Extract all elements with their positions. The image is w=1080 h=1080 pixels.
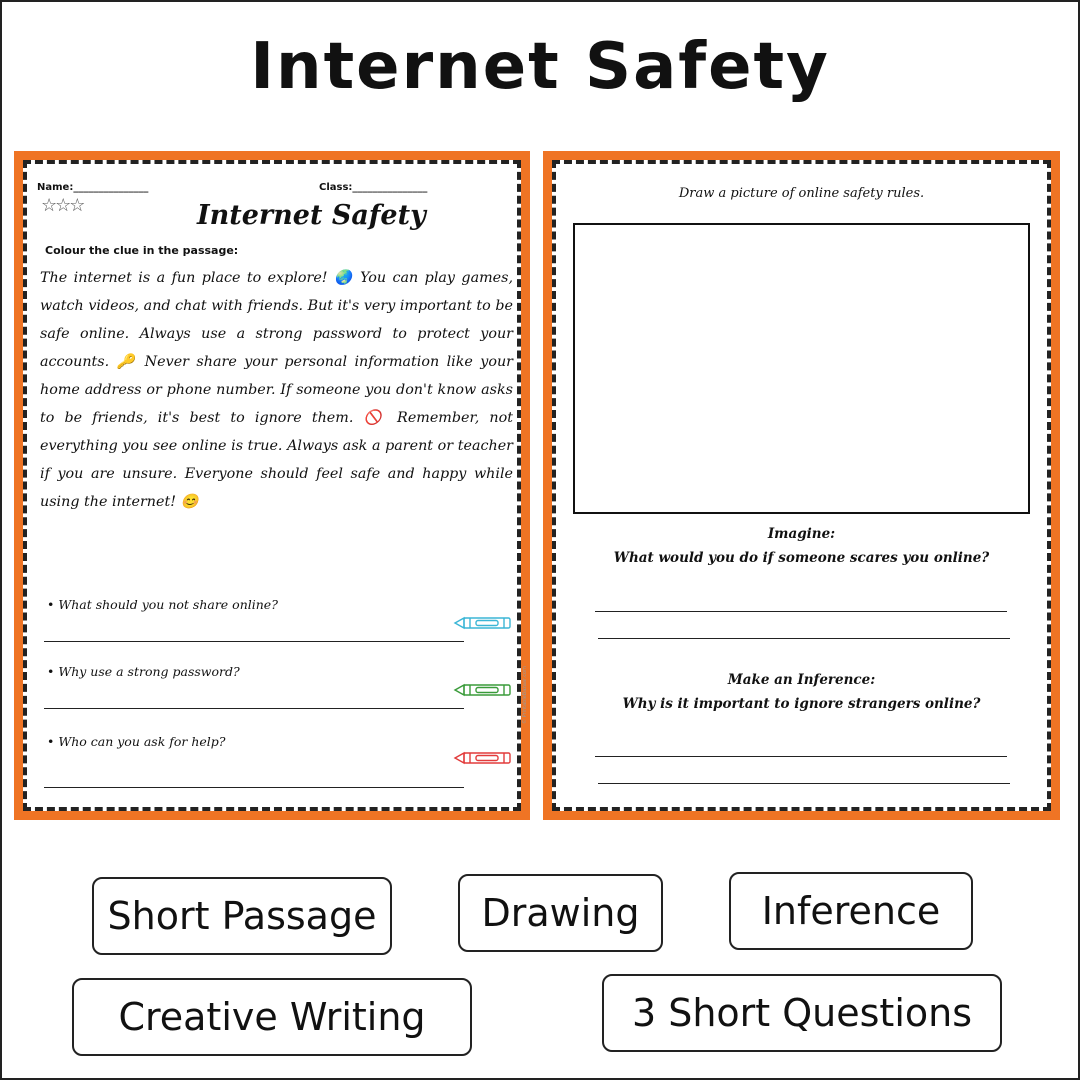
crayon-icon-green — [454, 683, 512, 697]
instruction-text: Colour the clue in the passage: — [45, 244, 239, 257]
crayon-icon-red — [454, 751, 512, 765]
imagine-answer-line-1 — [595, 611, 1007, 612]
tag-inference: Inference — [729, 872, 973, 950]
star-rating-icon: ☆☆☆ — [41, 195, 84, 216]
question-1: • What should you not share online? — [47, 597, 278, 612]
worksheet-passage-preview — [14, 151, 530, 820]
crayon-blue-shape — [455, 618, 510, 628]
drawing-box — [573, 223, 1030, 514]
crayon-red-shape — [455, 753, 510, 763]
answer-line-3 — [44, 787, 464, 788]
drawing-prompt: Draw a picture of online safety rules. — [678, 186, 925, 201]
tag-short-passage: Short Passage — [92, 877, 392, 955]
question-2: • Why use a strong password? — [47, 664, 240, 679]
question-3: • Who can you ask for help? — [47, 734, 226, 749]
inference-answer-line-2 — [598, 783, 1010, 784]
page-title: Internet Safety — [250, 30, 830, 104]
inference-answer-line-1 — [595, 756, 1007, 757]
worksheet-passage-page — [23, 160, 528, 811]
answer-line-1 — [44, 641, 464, 642]
tag-3-short-questions: 3 Short Questions — [602, 974, 1002, 1052]
answer-line-2 — [44, 708, 464, 709]
imagine-answer-line-2 — [598, 638, 1010, 639]
worksheet-title: Internet Safety — [197, 200, 426, 231]
reading-passage: The internet is a fun place to explore! 🌏 You can play games, watch videos, and chat with friends. But it's very important to be safe online. Always use a strong password to protect your accounts. 🔑 Never share your personal information like your home address or phone number. If someone you don't know asks to be friends, it's best to ignore them. 🚫 Remember, not everything you see online is true. Always ask a parent or teacher if you are unsure. Everyone should feel safe and happy while using the internet! 😊 — [40, 270, 513, 510]
name-field-label: Name:_______________ — [37, 182, 149, 193]
crayon-green-shape — [455, 685, 510, 695]
imagine-heading: Imagine: — [767, 526, 836, 542]
credit-watermark: © PrintableBazaar.com — [522, 666, 528, 724]
tag-drawing: Drawing — [458, 874, 663, 952]
worksheet-drawing-page — [552, 160, 1051, 811]
tag-creative-writing: Creative Writing — [72, 978, 472, 1056]
inference-heading: Make an Inference: — [727, 672, 876, 688]
crayon-icon-blue — [454, 616, 512, 630]
inference-question: Why is it important to ignore strangers online? — [622, 696, 981, 712]
worksheet-drawing-preview — [543, 151, 1060, 820]
imagine-question: What would you do if someone scares you online? — [613, 550, 990, 566]
class-field-label: Class:_______________ — [319, 182, 428, 193]
